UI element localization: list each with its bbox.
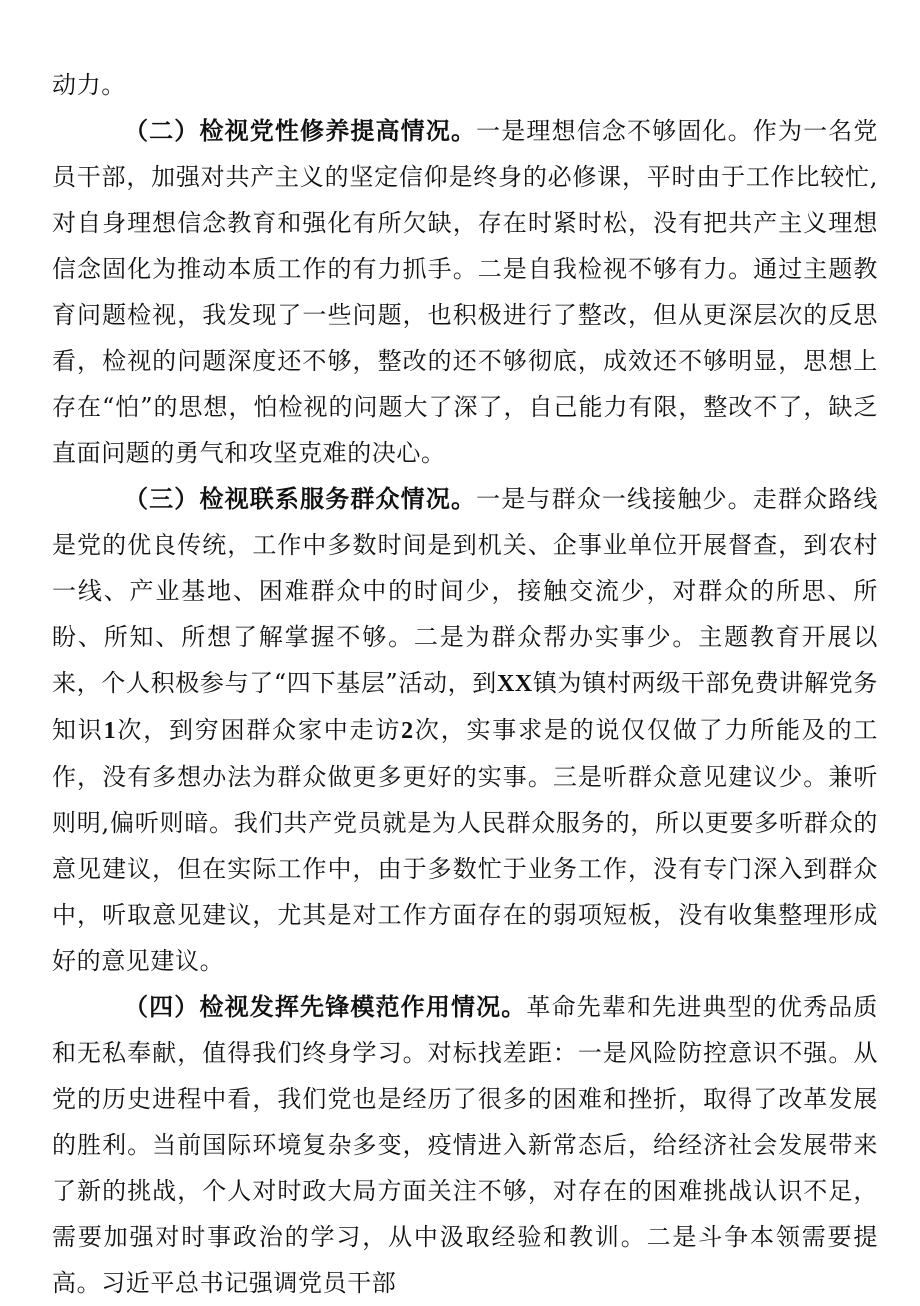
placeholder-town: XX [496, 671, 533, 697]
paragraph-serving-masses [52, 476, 878, 984]
paragraph-vanguard-role [52, 984, 878, 1306]
paragraph-text: 一是与群众一线接触少。走群众路线是党的优良传统，工作中多数时间是到机关、企事业单位开展督查，到农村一线、产业基地、困难群众中的时间少，接触交流少，对群众的所思、所盼、所知、所想了解掌握不够。二是为群众帮办实事少。主题教育开展以来，个人积极参与了“四下基层”活动，到 [52, 485, 878, 697]
count-visits: 2 [401, 718, 414, 744]
section-heading: （三）检视联系服务群众情况。 [124, 484, 477, 513]
section-heading: （二）检视党性修养提高情况。 [124, 116, 477, 145]
paragraph-continuation [52, 62, 878, 108]
paragraph-text: 革命先辈和先进典型的优秀品质和无私奉献，值得我们终身学习。对标找差距：一是风险防控意识不强。从党的历史进程中看，我们党也是经历了很多的困难和挫折，取得了改革发展的胜利。当前国际环境复杂多变，疫情进入新常态后，给经济社会发展带来了新的挑战，个人对时政大局方面关注不够，对存在的困难挑战认识不足，需要加强对时事政治的学习，从中汲取经验和教训。二是斗争本领需要提高。习近平总书记强调党员干部 [52, 993, 878, 1297]
paragraph-text: 次，实事求是的说仅仅做了力所能及的工作，没有多想办法为群众做更多更好的实事。三是听群众意见建议少。兼听则明,偏听则暗。我们共产党员就是为人民群众服务的，所以更要多听群众的意见建议，但在实际工作中，由于多数忙于业务工作，没有专门深入到群众中，听取意见建议，尤其是对工作方面存在的弱项短板，没有收集整理形成好的意见建议。 [52, 716, 878, 975]
paragraph-text: 动力。 [52, 71, 126, 99]
paragraph-text: 镇为镇村两级干部免费讲解党务知识 [52, 669, 878, 744]
paragraph-party-spirit [52, 108, 878, 476]
paragraph-text: 次，到穷困群众家中走访 [116, 716, 402, 744]
section-heading: （四）检视发挥先锋模范作用情况。 [124, 992, 527, 1021]
paragraph-text: 一是理想信念不够固化。作为一名党员干部，加强对共产主义的坚定信仰是终身的必修课，平时由于工作比较忙,对自身理想信念教育和强化有所欠缺，存在时紧时松，没有把共产主义理想信念固化为推动本质工作的有力抓手。二是自我检视不够有力。通过主题教育问题检视，我发现了一些问题，也积极进行了整改，但从更深层次的反思看，检视的问题深度还不够，整改的还不够彻底，成效还不够明显，思想上存在“怕”的思想，怕检视的问题大了深了，自己能力有限，整改不了，缺乏直面问题的勇气和攻坚克难的决心。 [52, 117, 878, 467]
document-page [52, 62, 878, 1306]
count-lectures: 1 [103, 718, 117, 744]
